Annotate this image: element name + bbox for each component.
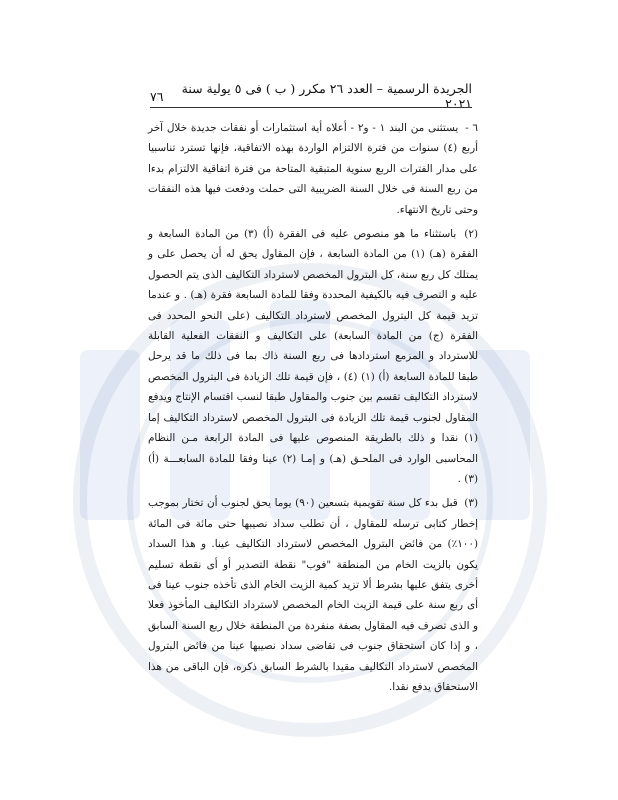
header-title: الجريدة الرسمية – العدد ٢٦ مكرر ( ب ) فى ٥ يولية سنة ٢٠٢١: [181, 81, 472, 111]
paragraph-number: (٢): [464, 228, 478, 241]
paragraph-text: يستثنى من البند ١ - و٢ - أعلاه أية استثمارات أو نفقات جديدة خلال آخر أربع (٤) سنوات من فترة الالتزام الواردة بهذه الاتفاقية، فإنها تسترد تناسبيا على مدار الفترات الربع سنوية المتبقية المتاحة من فترة اتفاقية الالتزام بدءا من ربع السنة فى خلال السنة الضريبية التى حملت ودفعت فيها هذه النفقات وحتى تاريخ الانتهاء.: [148, 122, 478, 216]
paragraph-number: (٣): [464, 497, 478, 510]
body-text: [148, 118, 478, 701]
paragraph-text: قبل بدء كل سنة تقويمية بتسعين (٩٠) يوما يحق لجنوب أن تختار بموجب إخطار كتابى ترسله للمقاول ، أن تطلب سداد نصيبها حتى مائة فى المائة (١٠٠٪) من فائض البترول المخصص لاسترداد التكاليف عينا. و هذا السداد يكون بالزيت الخام من المنطقة "فوب" نقطة التصدير أو أى نقطة تسليم أخرى يتفق عليها بشرط ألا تزيد كمية الزيت الخام الذى تأخذه جنوب عينا فى أى ربع سنة على قيمة الزيت الخام المخصص لاسترداد التكاليف المأخوذ فعلا و الذى تصرف فيه المقاول بصفة منفردة من المنطقة خلال ربع السنة السابق ، و إذا كان استحقاق جنوب فى تقاضى سداد نصيبها عينا من فائض البترول المخصص لاسترداد التكاليف مقيدا بالشرط السابق ذكره، فإن الباقى من هذا الاستحقاق يدفع نقدا.: [148, 497, 478, 693]
paragraph-6: [148, 118, 478, 220]
paragraph-number: ٦ -: [465, 122, 478, 134]
paragraph-2: [148, 224, 478, 489]
page-number: ٧٦: [150, 88, 164, 104]
page-header: [150, 81, 472, 111]
paragraph-3: [148, 493, 478, 697]
header-divider: [150, 107, 472, 108]
paragraph-text: باستثناء ما هو منصوص عليه فى الفقرة (أ) (٣) من المادة السابعة و الفقرة (هـ) (١) من المادة السابعة ، فإن المقاول يحق له أن يحصل على و يمتلك كل ربع سنة، كل البترول المخصص لاسترداد التكاليف الذى يتم الحصول عليه و التصرف فيه بالكيفية المحددة وفقا للمادة السابعة فقرة (هـ) . و عندما تزيد قيمة كل البترول المخصص لاسترداد التكاليف (على النحو المحدد فى الفقرة (ج) من المادة السابعة) على التكاليف و النفقات الفعلية القابلة للاسترداد و المزمع استردادها فى ربع السنة ذاك بما فى ذلك ما قد يرحل طبقا للمادة السابعة (أ) (١) (٤) ، فإن قيمة تلك الزيادة فى البترول المخصص لاسترداد التكاليف تقسم بين جنوب والمقاول طبقا لنسب اقتسام الإنتاج ويدفع المقاول لجنوب قيمة تلك الزيادة فى البترول المخصص لاسترداد التكاليف إما (١) نقدا و ذلك بالطريقة المنصوص عليها فى المادة الرابعة مـن النظام المحاسبى الوارد فى الملحـق (هـ) و إمـا (٢) عينا وفقا للمادة السابعـــة (أ) (٣) .: [148, 228, 478, 485]
